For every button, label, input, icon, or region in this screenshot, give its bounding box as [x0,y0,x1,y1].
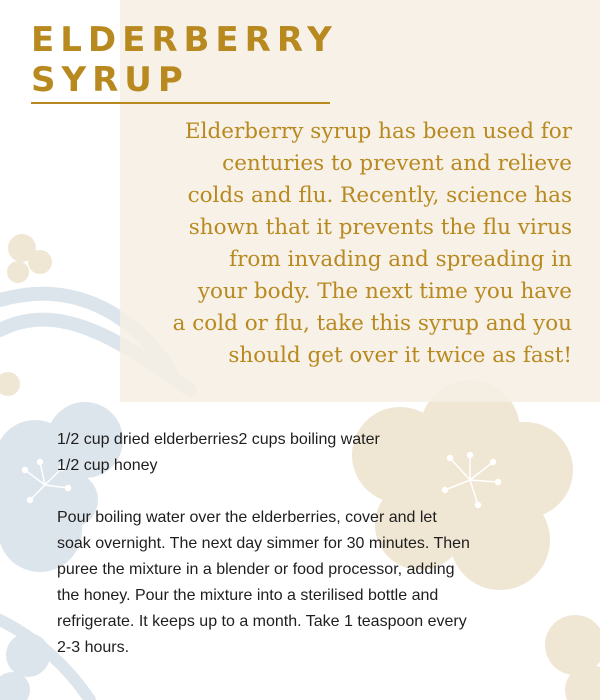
ingredients-list [57,427,380,479]
intro-line: Elderberry syrup has been used for [184,119,572,144]
method-paragraph [57,505,470,661]
method-line: 2-3 hours. [57,639,130,656]
intro-line: colds and flu. Recently, science has [187,183,572,208]
method-line: Pour boiling water over the elderberries, cover and let [57,509,437,526]
recipe-title [31,20,338,100]
blue-blossom-bottom [0,633,50,700]
recipe-title-line: ELDERBERRY [31,20,338,60]
intro-line: a cold or flu, take this syrup and you [172,311,572,336]
method-line: the honey. Pour the mixture into a sterilised bottle and [57,587,439,604]
intro-line: centuries to prevent and relieve [222,151,572,176]
intro-line: from invading and spreading in [229,247,572,272]
intro-paragraph [70,116,572,372]
method-line: refrigerate. It keeps up to a month. Take 1 teaspoon every [57,613,467,630]
intro-line: should get over it twice as fast! [228,343,572,368]
method-line: soak overnight. The next day simmer for 30 minutes. Then [57,535,470,552]
intro-line: your body. The next time you have [197,279,572,304]
intro-line: shown that it prevents the flu virus [188,215,572,240]
ingredient-item: 1/2 cup honey [57,457,158,474]
ingredient-item: 1/2 cup dried elderberries2 cups boiling water [57,431,380,448]
recipe-title-line: SYRUP [31,60,189,100]
method-line: puree the mixture in a blender or food processor, adding [57,561,455,578]
title-underline [31,102,330,104]
